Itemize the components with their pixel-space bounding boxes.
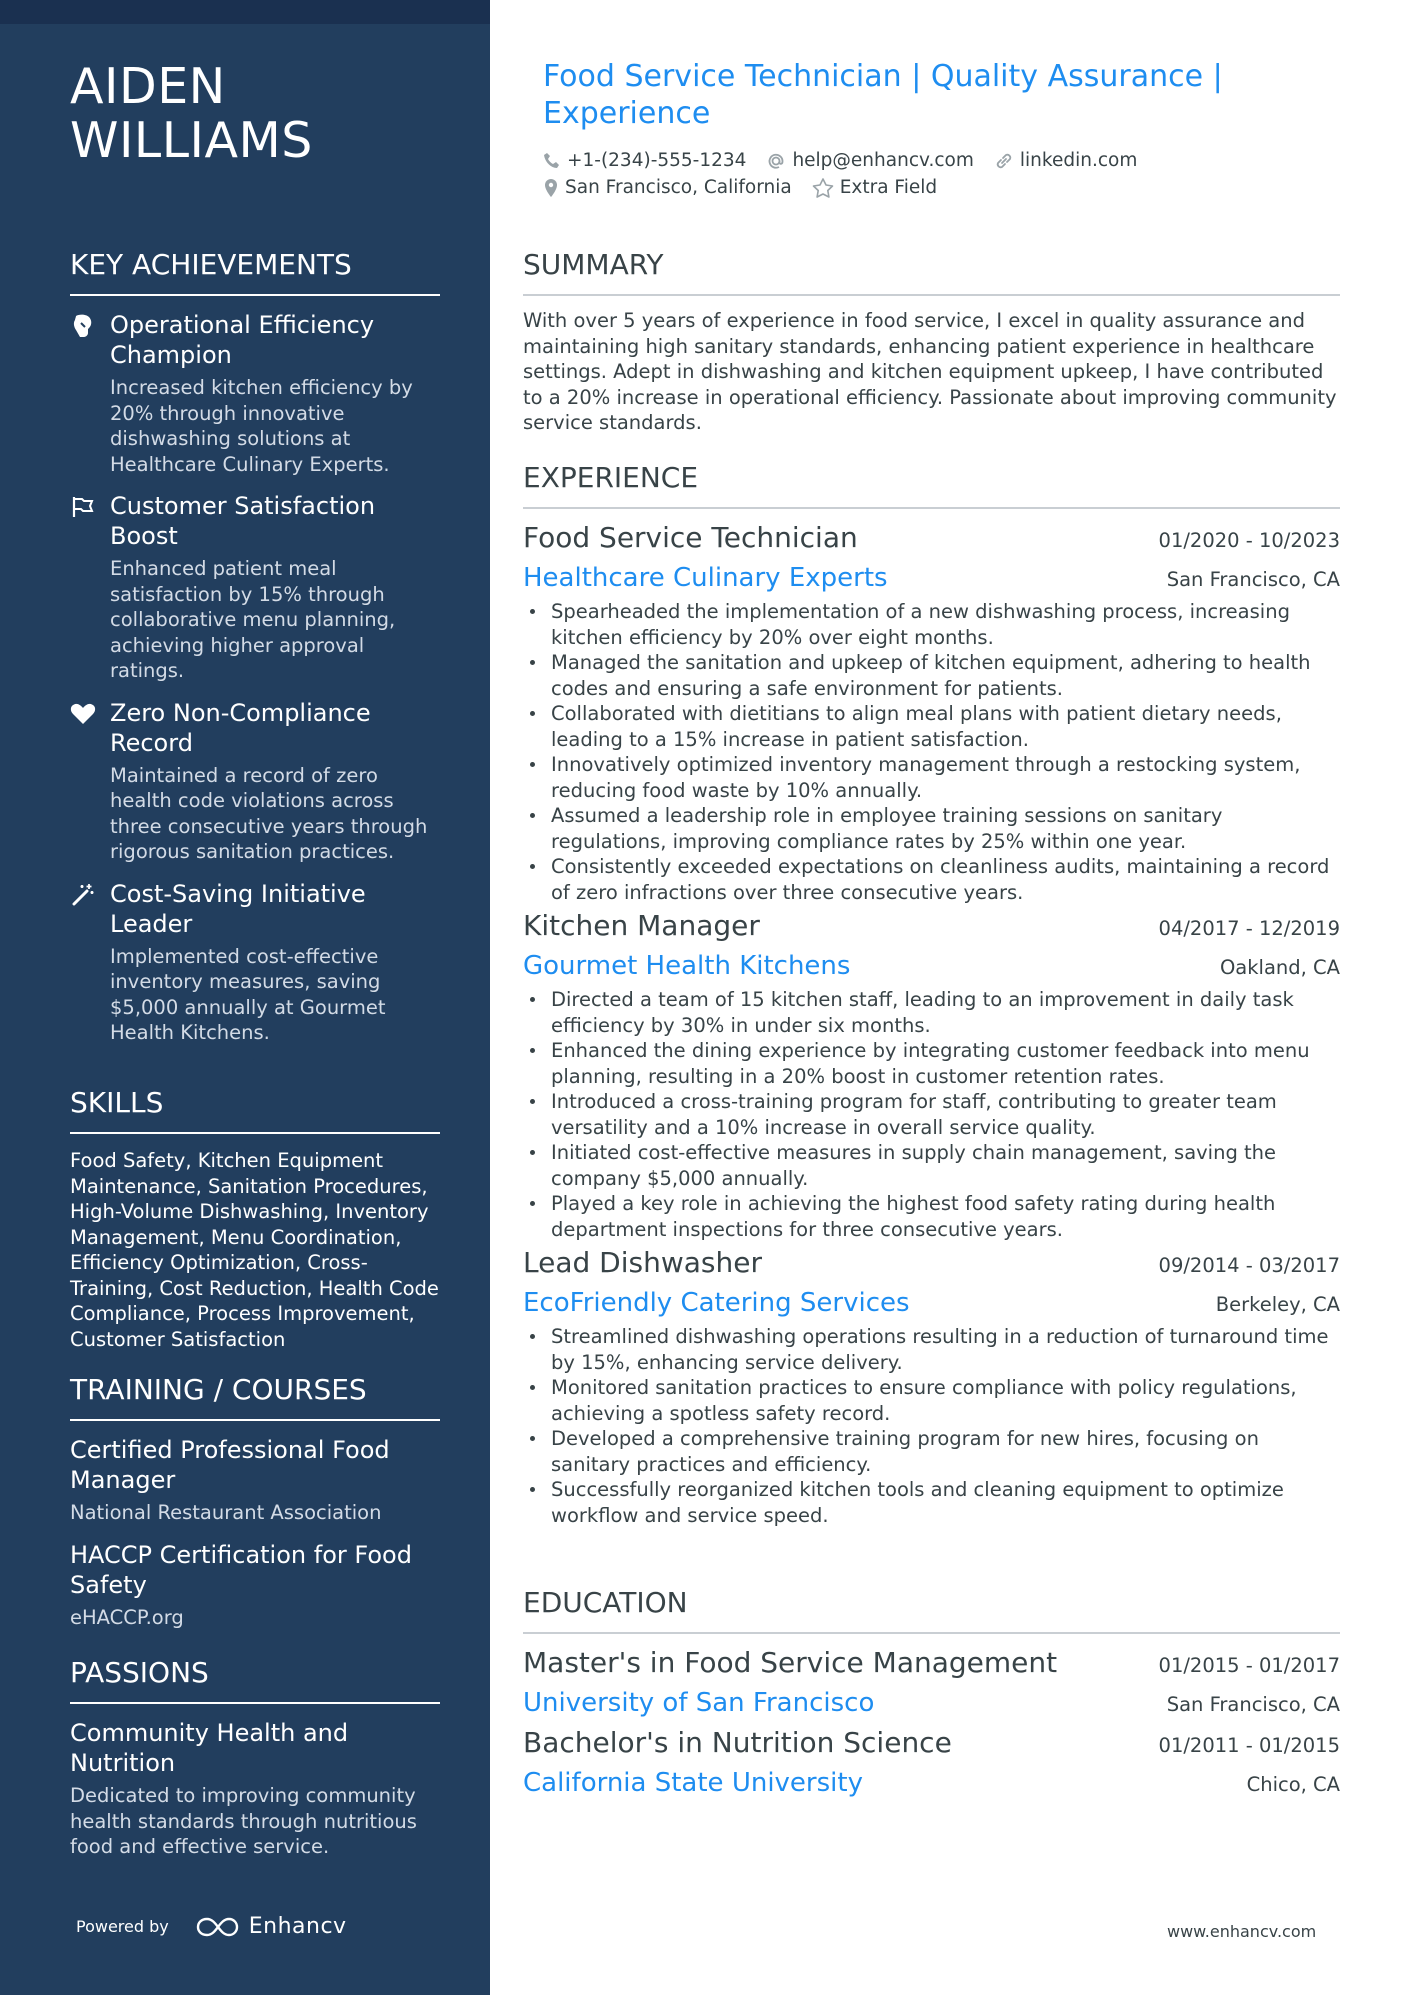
job-date: 04/2017 - 12/2019 bbox=[1158, 917, 1340, 940]
powered-by bbox=[76, 1914, 347, 1939]
contact-row-2 bbox=[543, 177, 957, 198]
skills-section bbox=[70, 1086, 440, 1352]
enhancv-logo[interactable] bbox=[195, 1914, 347, 1939]
bullet-item: Developed a comprehensive training program for new hires, focusing on sanitary practices and efficiency. bbox=[523, 1426, 1340, 1477]
job-entry bbox=[523, 909, 1340, 1242]
job-entry bbox=[523, 1246, 1340, 1528]
achievement-title: Operational Efficiency Champion bbox=[110, 311, 375, 369]
bullet-item: Directed a team of 15 kitchen staff, leading to an improvement in daily task efficiency by 30% in under six months. bbox=[523, 987, 1340, 1038]
job-location: Berkeley, CA bbox=[1215, 1293, 1340, 1316]
achievement-item bbox=[70, 491, 440, 684]
hand-icon bbox=[70, 313, 96, 339]
experience-heading: EXPERIENCE bbox=[523, 461, 1340, 509]
education-entry bbox=[523, 1726, 1340, 1800]
summary-text: With over 5 years of experience in food service, I excel in quality assurance and maintaining high sanitary standards, enhancing patient experience in healthcare settings. Adept in dishwashing and kitchen equipment upkeep, I have contributed to a 20% increase in operational efficiency. Passionate about improving community service standards. bbox=[523, 309, 1337, 434]
bullet-item: Streamlined dishwashing operations resulting in a reduction of turnaround time by 15%, enhancing service delivery. bbox=[523, 1324, 1340, 1375]
location-pin-icon bbox=[543, 178, 559, 198]
linkedin-link: linkedin.com bbox=[1019, 150, 1138, 171]
bullet-item: Consistently exceeded expectations on cleanliness audits, maintaining a record of zero infractions over three consecutive years. bbox=[523, 854, 1340, 905]
contact-extra bbox=[812, 177, 937, 198]
key-achievements-section bbox=[70, 248, 440, 1060]
achievement-description: Maintained a record of zero health code violations across three consecutive years through rigorous sanitation practices. bbox=[110, 763, 428, 863]
key-achievements-heading: KEY ACHIEVEMENTS bbox=[70, 248, 440, 296]
enhancv-brand: Enhancv bbox=[248, 1914, 347, 1939]
magic-wand-icon bbox=[70, 882, 96, 908]
skills-list: Food Safety, Kitchen Equipment Maintenance, Sanitation Procedures, High-Volume Dishwashing, Inventory Management, Menu Coordination, Efficiency Optimization, Cross-Training, Cost Reduction, Health Code Compliance, Process Improvement, Customer Satisfaction bbox=[70, 1149, 439, 1351]
bullet-item: Collaborated with dietitians to align meal plans with patient dietary needs, leading to a 15% increase in patient satisfaction. bbox=[523, 701, 1340, 752]
job-bullets bbox=[523, 599, 1340, 905]
skills-heading: SKILLS bbox=[70, 1086, 440, 1134]
headline: Food Service Technician | Quality Assurance | Experience bbox=[543, 59, 1223, 131]
achievement-description: Enhanced patient meal satisfaction by 15% through collaborative menu planning, achieving higher approval ratings. bbox=[110, 557, 396, 682]
job-date: 09/2014 - 03/2017 bbox=[1158, 1254, 1340, 1277]
school-name: California State University bbox=[523, 1768, 863, 1798]
phone-number: +1-(234)-555-1234 bbox=[567, 150, 747, 171]
education-date: 01/2011 - 01/2015 bbox=[1158, 1734, 1340, 1757]
bullet-item: Innovatively optimized inventory management through a restocking system, reducing food waste by 10% annually. bbox=[523, 752, 1340, 803]
bullet-item: Enhanced the dining experience by integrating customer feedback into menu planning, resulting in a 20% boost in customer retention rates. bbox=[523, 1038, 1340, 1089]
bullet-item: Introduced a cross-training program for staff, contributing to greater team versatility and a 10% increase in overall service quality. bbox=[523, 1089, 1340, 1140]
achievement-description: Implemented cost-effective inventory measures, saving $5,000 annually at Gourmet Health Kitchens. bbox=[110, 944, 386, 1044]
achievement-item bbox=[70, 310, 440, 477]
sidebar bbox=[0, 0, 490, 1995]
company-name: Gourmet Health Kitchens bbox=[523, 951, 851, 981]
passion-description: Dedicated to improving community health standards through nutritious food and effective service. bbox=[70, 1784, 417, 1858]
passions-section bbox=[70, 1656, 440, 1874]
degree-title: Master's in Food Service Management bbox=[523, 1646, 1058, 1679]
extra-field-text: Extra Field bbox=[839, 177, 938, 198]
education-location: San Francisco, CA bbox=[1166, 1693, 1340, 1716]
course-item bbox=[70, 1540, 440, 1631]
job-title: Lead Dishwasher bbox=[523, 1246, 762, 1279]
enhancv-logo-icon bbox=[195, 1915, 241, 1939]
education-entry bbox=[523, 1646, 1340, 1720]
passion-item bbox=[70, 1718, 440, 1860]
course-title: Certified Professional Food Manager bbox=[70, 1436, 390, 1494]
training-section bbox=[70, 1373, 440, 1644]
course-provider: National Restaurant Association bbox=[70, 1501, 382, 1524]
education-location: Chico, CA bbox=[1246, 1773, 1340, 1796]
contact-phone[interactable] bbox=[543, 150, 746, 171]
education-date: 01/2015 - 01/2017 bbox=[1158, 1654, 1340, 1677]
bullet-item: Spearheaded the implementation of a new dishwashing process, increasing kitchen efficiency by 20% over eight months. bbox=[523, 599, 1340, 650]
achievement-item bbox=[70, 879, 440, 1046]
heart-icon bbox=[70, 701, 96, 727]
contact-row bbox=[543, 150, 1157, 171]
bullet-item: Played a key role in achieving the highest food safety rating during health department inspections for three consecutive years. bbox=[523, 1191, 1340, 1242]
achievement-item bbox=[70, 698, 440, 865]
company-name: Healthcare Culinary Experts bbox=[523, 563, 888, 593]
degree-title: Bachelor's in Nutrition Science bbox=[523, 1726, 952, 1759]
course-title: HACCP Certification for Food Safety bbox=[70, 1540, 412, 1599]
course-item bbox=[70, 1435, 440, 1526]
job-location: Oakland, CA bbox=[1219, 956, 1340, 979]
email-address: help@enhancv.com bbox=[792, 150, 974, 171]
job-bullets bbox=[523, 987, 1340, 1242]
star-icon bbox=[812, 178, 834, 198]
bullet-item: Managed the sanitation and upkeep of kitchen equipment, adhering to health codes and ensuring a safe environment for patients. bbox=[523, 650, 1340, 701]
course-provider: eHACCP.org bbox=[70, 1605, 184, 1629]
achievement-title: Customer Satisfaction Boost bbox=[110, 492, 376, 550]
job-title: Kitchen Manager bbox=[523, 909, 760, 942]
job-entry bbox=[523, 521, 1340, 905]
experience-section bbox=[523, 461, 1340, 1532]
at-icon bbox=[766, 151, 786, 171]
achievement-title: Zero Non-Compliance Record bbox=[110, 698, 371, 757]
contact-location bbox=[543, 177, 792, 198]
candidate-name: AIDEN WILLIAMS bbox=[70, 58, 313, 169]
link-icon bbox=[994, 151, 1014, 171]
passion-title: Community Health and Nutrition bbox=[70, 1719, 349, 1777]
powered-by-label: Powered by bbox=[76, 1917, 169, 1936]
achievement-description: Increased kitchen efficiency by 20% through innovative dishwashing solutions at Healthcare Culinary Experts. bbox=[110, 376, 413, 476]
job-date: 01/2020 - 10/2023 bbox=[1158, 529, 1340, 552]
job-bullets bbox=[523, 1324, 1340, 1528]
education-heading: EDUCATION bbox=[523, 1586, 1340, 1634]
job-title: Food Service Technician bbox=[523, 521, 858, 554]
education-section bbox=[523, 1586, 1340, 1806]
company-name: EcoFriendly Catering Services bbox=[523, 1288, 910, 1318]
job-location: San Francisco, CA bbox=[1166, 568, 1340, 591]
contact-email[interactable] bbox=[766, 150, 973, 171]
bullet-item: Assumed a leadership role in employee training sessions on sanitary regulations, improving compliance rates by 25% within one year. bbox=[523, 803, 1340, 854]
bullet-item: Initiated cost-effective measures in supply chain management, saving the company $5,000 annually. bbox=[523, 1140, 1340, 1191]
achievement-title: Cost-Saving Initiative Leader bbox=[110, 879, 366, 938]
summary-section bbox=[523, 248, 1340, 436]
bullet-item: Monitored sanitation practices to ensure compliance with policy regulations, achieving a spotless safety record. bbox=[523, 1375, 1340, 1426]
contact-linkedin[interactable] bbox=[994, 150, 1137, 171]
flag-icon bbox=[70, 494, 96, 520]
school-name: University of San Francisco bbox=[523, 1688, 875, 1718]
bullet-item: Successfully reorganized kitchen tools and cleaning equipment to optimize workflow and service speed. bbox=[523, 1477, 1340, 1528]
summary-heading: SUMMARY bbox=[523, 248, 1340, 296]
training-heading: TRAINING / COURSES bbox=[70, 1373, 440, 1421]
location-text: San Francisco, California bbox=[565, 177, 792, 198]
passions-heading: PASSIONS bbox=[70, 1656, 440, 1704]
phone-icon bbox=[543, 152, 561, 170]
website-link[interactable]: www.enhancv.com bbox=[1167, 1922, 1317, 1941]
